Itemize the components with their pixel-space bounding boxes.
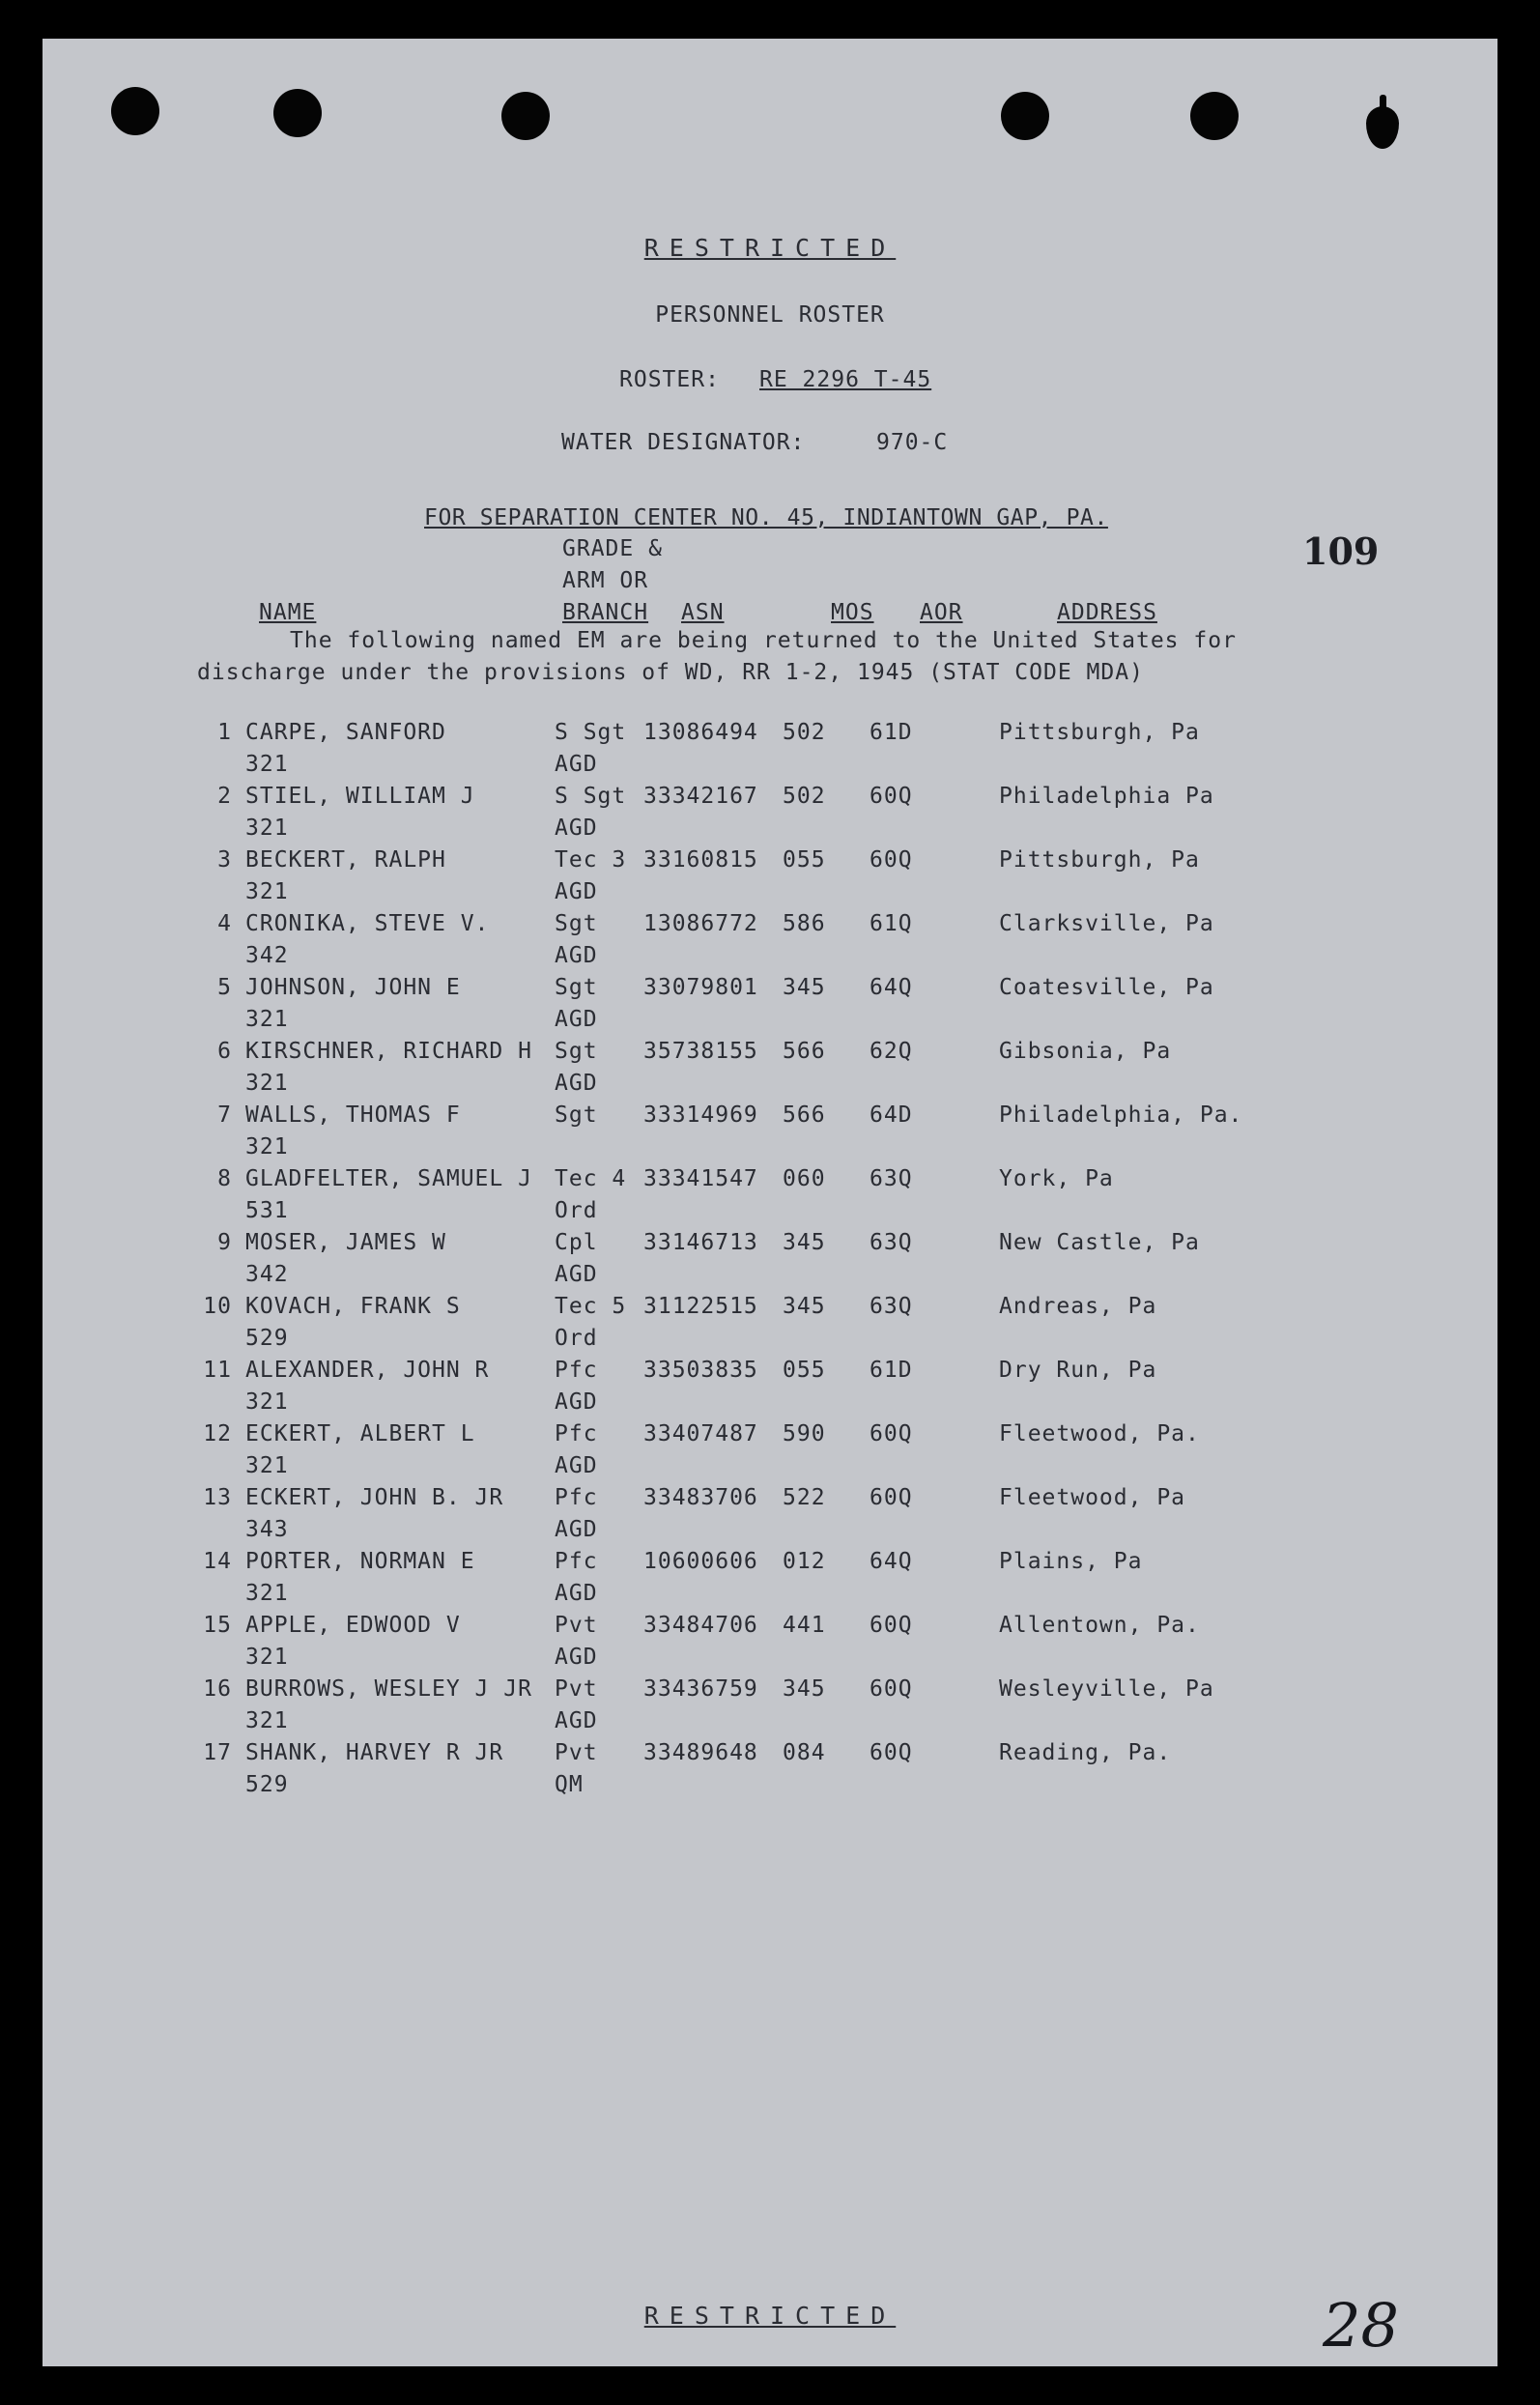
soldier-code: 531 — [245, 1198, 289, 1223]
soldier-branch: AGD — [555, 1007, 598, 1032]
column-heading-arm: ARM OR — [562, 568, 649, 593]
soldier-aor: 60Q — [870, 784, 913, 809]
soldier-grade: Pfc — [555, 1485, 598, 1510]
soldier-asn: 33407487 — [643, 1421, 758, 1446]
document-page — [43, 39, 1497, 2366]
soldier-code: 529 — [245, 1772, 289, 1797]
soldier-asn: 35738155 — [643, 1039, 758, 1064]
table-row — [43, 1485, 1497, 1549]
soldier-mos: 012 — [783, 1549, 826, 1574]
table-row — [43, 1549, 1497, 1613]
soldier-address: Philadelphia Pa — [999, 784, 1214, 809]
soldier-asn: 33484706 — [643, 1613, 758, 1638]
soldier-name: APPLE, EDWOOD V — [245, 1613, 461, 1638]
soldier-branch: AGD — [555, 1453, 598, 1478]
soldier-name: ALEXANDER, JOHN R — [245, 1358, 490, 1383]
soldier-mos: 566 — [783, 1039, 826, 1064]
soldier-name: BURROWS, WESLEY J JR — [245, 1676, 532, 1702]
table-row — [43, 1102, 1497, 1166]
row-number: 11 — [203, 1358, 232, 1383]
document-title: PERSONNEL ROSTER — [655, 302, 885, 328]
soldier-aor: 60Q — [870, 1676, 913, 1702]
soldier-branch: AGD — [555, 1581, 598, 1606]
soldier-aor: 61Q — [870, 911, 913, 936]
soldier-asn: 33342167 — [643, 784, 758, 809]
water-designator-label: WATER DESIGNATOR: — [561, 430, 806, 455]
soldier-mos: 084 — [783, 1740, 826, 1765]
soldier-mos: 502 — [783, 720, 826, 745]
soldier-name: MOSER, JAMES W — [245, 1230, 446, 1255]
soldier-branch: AGD — [555, 752, 598, 777]
row-number: 15 — [203, 1613, 232, 1638]
table-row — [43, 1613, 1497, 1676]
soldier-asn: 13086772 — [643, 911, 758, 936]
soldier-mos: 345 — [783, 1230, 826, 1255]
soldier-branch: AGD — [555, 1262, 598, 1287]
soldier-mos: 345 — [783, 1676, 826, 1702]
soldier-mos: 055 — [783, 847, 826, 873]
soldier-address: Pittsburgh, Pa — [999, 847, 1200, 873]
table-row — [43, 911, 1497, 975]
row-number: 1 — [217, 720, 232, 745]
soldier-branch: AGD — [555, 1071, 598, 1096]
soldier-grade: Pvt — [555, 1740, 598, 1765]
soldier-branch: AGD — [555, 1708, 598, 1733]
row-number: 5 — [217, 975, 232, 1000]
row-number: 13 — [203, 1485, 232, 1510]
soldier-grade: Sgt — [555, 911, 598, 936]
water-designator-value: 970-C — [876, 430, 949, 455]
handwritten-page-number: 28 — [1323, 2290, 1399, 2361]
soldier-grade: Tec 4 — [555, 1166, 627, 1191]
separation-center-line: FOR SEPARATION CENTER NO. 45, INDIANTOWN GAP, PA. — [424, 505, 1108, 530]
soldier-asn: 33483706 — [643, 1485, 758, 1510]
soldier-name: KOVACH, FRANK S — [245, 1294, 461, 1319]
row-number: 7 — [217, 1102, 232, 1128]
soldier-mos: 060 — [783, 1166, 826, 1191]
soldier-address: Wesleyville, Pa — [999, 1676, 1214, 1702]
soldier-branch: AGD — [555, 1645, 598, 1670]
row-number: 9 — [217, 1230, 232, 1255]
column-heading-address: ADDRESS — [1057, 600, 1157, 625]
table-row — [43, 1039, 1497, 1102]
soldier-address: Reading, Pa. — [999, 1740, 1172, 1765]
soldier-aor: 60Q — [870, 1740, 913, 1765]
soldier-grade: Sgt — [555, 1102, 598, 1128]
soldier-branch: AGD — [555, 879, 598, 904]
soldier-grade: Pfc — [555, 1421, 598, 1446]
soldier-code: 321 — [245, 1453, 289, 1478]
soldier-address: Philadelphia, Pa. — [999, 1102, 1243, 1128]
soldier-name: GLADFELTER, SAMUEL J — [245, 1166, 532, 1191]
soldier-address: Fleetwood, Pa — [999, 1485, 1186, 1510]
soldier-mos: 522 — [783, 1485, 826, 1510]
soldier-address: Gibsonia, Pa — [999, 1039, 1172, 1064]
soldier-address: York, Pa — [999, 1166, 1114, 1191]
soldier-name: ECKERT, ALBERT L — [245, 1421, 475, 1446]
soldier-asn: 33436759 — [643, 1676, 758, 1702]
soldier-asn: 33503835 — [643, 1358, 758, 1383]
row-number: 6 — [217, 1039, 232, 1064]
soldier-aor: 61D — [870, 720, 913, 745]
table-row — [43, 1740, 1497, 1804]
soldier-code: 321 — [245, 879, 289, 904]
soldier-address: Dry Run, Pa — [999, 1358, 1157, 1383]
row-number: 3 — [217, 847, 232, 873]
row-number: 2 — [217, 784, 232, 809]
soldier-branch: Ord — [555, 1326, 598, 1351]
soldier-grade: Pvt — [555, 1676, 598, 1702]
soldier-name: ECKERT, JOHN B. JR — [245, 1485, 504, 1510]
column-heading-branch: BRANCH — [562, 600, 649, 625]
column-heading-name: NAME — [259, 600, 317, 625]
soldier-mos: 345 — [783, 1294, 826, 1319]
soldier-address: Allentown, Pa. — [999, 1613, 1200, 1638]
soldier-code: 343 — [245, 1517, 289, 1542]
soldier-aor: 60Q — [870, 847, 913, 873]
soldier-asn: 33341547 — [643, 1166, 758, 1191]
soldier-code: 321 — [245, 1389, 289, 1415]
soldier-mos: 345 — [783, 975, 826, 1000]
soldier-address: Andreas, Pa — [999, 1294, 1157, 1319]
soldier-code: 321 — [245, 1007, 289, 1032]
soldier-name: WALLS, THOMAS F — [245, 1102, 461, 1128]
soldier-aor: 63Q — [870, 1294, 913, 1319]
soldier-asn: 10600606 — [643, 1549, 758, 1574]
soldier-address: Pittsburgh, Pa — [999, 720, 1200, 745]
soldier-address: Clarksville, Pa — [999, 911, 1214, 936]
soldier-aor: 63Q — [870, 1166, 913, 1191]
column-heading-aor: AOR — [920, 600, 963, 625]
soldier-code: 321 — [245, 816, 289, 841]
soldier-branch: Ord — [555, 1198, 598, 1223]
table-row — [43, 975, 1497, 1039]
restricted-footer: RESTRICTED — [643, 2302, 897, 2330]
soldier-code: 321 — [245, 752, 289, 777]
soldier-name: PORTER, NORMAN E — [245, 1549, 475, 1574]
row-number: 12 — [203, 1421, 232, 1446]
punch-hole — [1001, 92, 1049, 140]
column-heading-asn: ASN — [681, 600, 725, 625]
row-number: 17 — [203, 1740, 232, 1765]
row-number: 16 — [203, 1676, 232, 1702]
soldier-name: CRONIKA, STEVE V. — [245, 911, 490, 936]
soldier-code: 321 — [245, 1071, 289, 1096]
soldier-code: 321 — [245, 1645, 289, 1670]
soldier-branch: AGD — [555, 1517, 598, 1542]
table-row — [43, 1676, 1497, 1740]
soldier-name: CARPE, SANFORD — [245, 720, 446, 745]
soldier-address: Fleetwood, Pa. — [999, 1421, 1200, 1446]
row-number: 10 — [203, 1294, 232, 1319]
soldier-branch: QM — [555, 1772, 584, 1797]
keyhole-punch — [1366, 106, 1399, 149]
soldier-aor: 62Q — [870, 1039, 913, 1064]
soldier-grade: S Sgt — [555, 784, 627, 809]
soldier-code: 529 — [245, 1326, 289, 1351]
soldier-aor: 63Q — [870, 1230, 913, 1255]
intro-line-1: The following named EM are being returned to the United States for — [290, 628, 1237, 653]
table-row — [43, 720, 1497, 784]
table-row — [43, 1230, 1497, 1294]
table-row — [43, 1166, 1497, 1230]
soldier-asn: 13086494 — [643, 720, 758, 745]
soldier-code: 321 — [245, 1134, 289, 1160]
soldier-name: JOHNSON, JOHN E — [245, 975, 461, 1000]
punch-hole — [501, 92, 550, 140]
soldier-address: Coatesville, Pa — [999, 975, 1214, 1000]
soldier-mos: 586 — [783, 911, 826, 936]
punch-hole — [1190, 92, 1239, 140]
soldier-code: 342 — [245, 943, 289, 968]
restricted-header: RESTRICTED — [643, 234, 897, 262]
soldier-code: 342 — [245, 1262, 289, 1287]
soldier-grade: Tec 3 — [555, 847, 627, 873]
soldier-mos: 502 — [783, 784, 826, 809]
soldier-aor: 64Q — [870, 1549, 913, 1574]
soldier-grade: Pfc — [555, 1549, 598, 1574]
row-number: 4 — [217, 911, 232, 936]
soldier-name: STIEL, WILLIAM J — [245, 784, 475, 809]
soldier-grade: Cpl — [555, 1230, 598, 1255]
table-row — [43, 847, 1497, 911]
soldier-name: SHANK, HARVEY R JR — [245, 1740, 504, 1765]
soldier-branch: AGD — [555, 1389, 598, 1415]
soldier-grade: Sgt — [555, 1039, 598, 1064]
soldier-name: KIRSCHNER, RICHARD H — [245, 1039, 532, 1064]
soldier-asn: 33160815 — [643, 847, 758, 873]
soldier-asn: 33314969 — [643, 1102, 758, 1128]
soldier-aor: 60Q — [870, 1421, 913, 1446]
soldier-aor: 61D — [870, 1358, 913, 1383]
soldier-grade: S Sgt — [555, 720, 627, 745]
soldier-mos: 441 — [783, 1613, 826, 1638]
soldier-aor: 60Q — [870, 1485, 913, 1510]
roster-label: ROSTER: — [619, 367, 720, 392]
soldier-address: Plains, Pa — [999, 1549, 1143, 1574]
soldier-asn: 31122515 — [643, 1294, 758, 1319]
soldier-aor: 64Q — [870, 975, 913, 1000]
column-heading-mos: MOS — [831, 600, 874, 625]
table-row — [43, 1294, 1497, 1358]
soldier-aor: 64D — [870, 1102, 913, 1128]
soldier-address: New Castle, Pa — [999, 1230, 1200, 1255]
soldier-grade: Pvt — [555, 1613, 598, 1638]
soldier-asn: 33146713 — [643, 1230, 758, 1255]
intro-line-2: discharge under the provisions of WD, RR 1-2, 1945 (STAT CODE MDA) — [197, 660, 1144, 685]
soldier-code: 321 — [245, 1581, 289, 1606]
soldier-asn: 33079801 — [643, 975, 758, 1000]
soldier-grade: Pfc — [555, 1358, 598, 1383]
soldier-grade: Sgt — [555, 975, 598, 1000]
row-number: 8 — [217, 1166, 232, 1191]
soldier-mos: 566 — [783, 1102, 826, 1128]
soldier-mos: 055 — [783, 1358, 826, 1383]
table-row — [43, 1358, 1497, 1421]
roster-value: RE 2296 T-45 — [759, 367, 932, 392]
soldier-mos: 590 — [783, 1421, 826, 1446]
soldier-branch: AGD — [555, 816, 598, 841]
punch-hole — [273, 89, 322, 137]
page-number: 109 — [1302, 530, 1380, 573]
soldier-asn: 33489648 — [643, 1740, 758, 1765]
row-number: 14 — [203, 1549, 232, 1574]
soldier-name: BECKERT, RALPH — [245, 847, 446, 873]
soldier-code: 321 — [245, 1708, 289, 1733]
soldier-branch: AGD — [555, 943, 598, 968]
punch-hole — [111, 87, 159, 135]
soldier-aor: 60Q — [870, 1613, 913, 1638]
table-row — [43, 1421, 1497, 1485]
column-heading-grade: GRADE & — [562, 536, 663, 561]
table-row — [43, 784, 1497, 847]
soldier-grade: Tec 5 — [555, 1294, 627, 1319]
